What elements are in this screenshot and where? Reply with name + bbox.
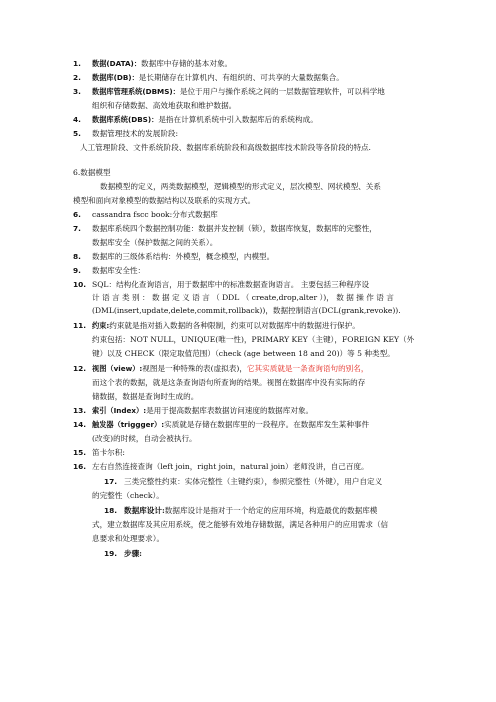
item-text: 数据库的三级体系结构：外模型，概念模型，内模型。 <box>92 252 275 261</box>
item-number: 19. <box>104 549 118 558</box>
item-number: 9. <box>73 266 81 275</box>
item-text: 数据库设计是指对于一个给定的应用环境，构造最优的数据库模 <box>164 506 378 515</box>
item-text: cassandra fscc book:分布式数据库 <box>92 210 218 219</box>
item-text: 组织和存储数据、高效地获取和维护数据。 <box>92 101 237 110</box>
item-number: 1. <box>73 59 81 68</box>
item-text: 是用于提高数据库表数据访问速度的数据库对象。 <box>146 406 314 415</box>
term: 数据库系统(DBS)： <box>92 115 159 124</box>
item-number: 16. <box>73 462 87 471</box>
item-number: 5. <box>73 129 81 138</box>
item-text: 约束就是指对插入数据的各种限制，约束可以对数据库中的数据进行保护。 <box>109 321 360 330</box>
item-text: 数据管理技术的发展阶段: <box>92 129 179 138</box>
item-number: 8. <box>73 252 81 261</box>
item-text: 息要求和处理要求）。 <box>92 534 165 543</box>
item-number: 6. <box>73 210 81 219</box>
highlighted-text: 它其实质就是一条查询语句的别名， <box>246 364 369 373</box>
term: 视图（view）: <box>92 364 143 373</box>
item-text: SQL：结构化查询语言，用于数据库中的标准数据查询语言。 主要包括三种程序设 <box>92 280 370 289</box>
item-text: 键）以及 CHECK（限定取值范围）（check (age between 18 and 20)）等 5 种类型。 <box>92 349 395 358</box>
term: 约束: <box>92 321 110 330</box>
item-text: (DML(insert,update,delete,commit,rollback))，数据控制语言(DCL(grank,revoke)). <box>92 306 401 315</box>
item-number: 3. <box>73 87 81 96</box>
item-text: 约束包括：NOT NULL，UNIQUE(唯一性)，PRIMARY KEY（主键），FOREIGN KEY（外 <box>92 335 415 344</box>
item-text: 左右自然连接查询（left join，right join，natural join）老师没讲，自己百度。 <box>92 462 369 471</box>
item-number: 17. <box>104 477 118 486</box>
item-text: 而这个表的数据，就是这条查询语句所查询的结果。视图在数据库中没有实际的存 <box>92 378 366 387</box>
item-number: 13. <box>73 406 87 415</box>
paragraph-text: 数据模型的定义，两类数据模型，逻辑模型的形式定义，层次模型、网状模型、关系 <box>100 182 381 191</box>
item-number: 18. <box>104 506 118 515</box>
paragraph-text: 模型和面向对象模型的数据结构以及联系的实现方式。 <box>73 196 256 205</box>
item-number: 10. <box>73 280 87 289</box>
item-text: 数据库系统四个数据控制功能：数据并发控制（锁），数据库恢复，数据库的完整性， <box>92 224 377 233</box>
item-text: 数据库安全（保护数据之间的关系）。 <box>92 238 218 247</box>
item-number: 14. <box>73 420 87 429</box>
item-text: 实质就是存储在数据库里的一段程序。在数据库发生某种事件 <box>164 420 370 429</box>
item-text: 数据库中存储的基本对象。 <box>141 59 233 68</box>
item-text: 人工管理阶段、文件系统阶段、数据库系统阶段和高级数据库技术阶段等各阶段的特点. <box>80 143 371 152</box>
item-number: 11. <box>73 321 87 330</box>
item-text: (改变)的时候，自动会被执行。 <box>92 434 197 443</box>
item-number: 7. <box>73 224 81 233</box>
item-number: 12. <box>73 364 87 373</box>
item-text: 计 语 言 类 别 ： 数 据 定 义 语 言 （ DDL （ create,drop,alter ）)， 数 据 操 作 语 言 <box>92 293 394 302</box>
term: 数据库管理系统(DBMS)： <box>92 87 180 96</box>
item-text: 的完整性（check）。 <box>92 491 164 500</box>
term: 数据库设计: <box>124 506 165 515</box>
heading-text: 6.数据模型 <box>73 168 111 177</box>
term: 索引（Index）: <box>92 406 147 415</box>
term: 步骤: <box>124 549 142 558</box>
item-number: 15. <box>73 448 87 457</box>
term: 触发器（triggger）: <box>92 420 165 429</box>
term: 数据(DATA)： <box>92 59 142 68</box>
item-text: 是位于用户与操作系统之间的一层数据管理软件，可以科学地 <box>179 87 385 96</box>
item-text: 储数据，数据是查询时生成的。 <box>92 392 199 401</box>
item-text: 笛卡尔积: <box>92 448 125 457</box>
item-text: 三类完整性约束：实体完整性（主键约束），参照完整性（外键），用户自定义 <box>124 477 383 486</box>
term: 数据库(DB)： <box>92 73 139 82</box>
item-number: 4. <box>73 115 81 124</box>
item-text: 视图是一种特殊的表(虚拟表)， <box>142 364 247 373</box>
item-text: 式，建立数据库及其应用系统，使之能够有效地存储数据，满足各种用户的应用需求（信 <box>92 520 389 529</box>
item-number: 2. <box>73 73 81 82</box>
item-text: 是长期储存在计算机内、有组织的、可共享的大量数据集合。 <box>138 73 344 82</box>
item-text: 数据库安全性： <box>92 266 146 275</box>
item-text: 是指在计算机系统中引入数据库后的系统构成。 <box>158 115 318 124</box>
